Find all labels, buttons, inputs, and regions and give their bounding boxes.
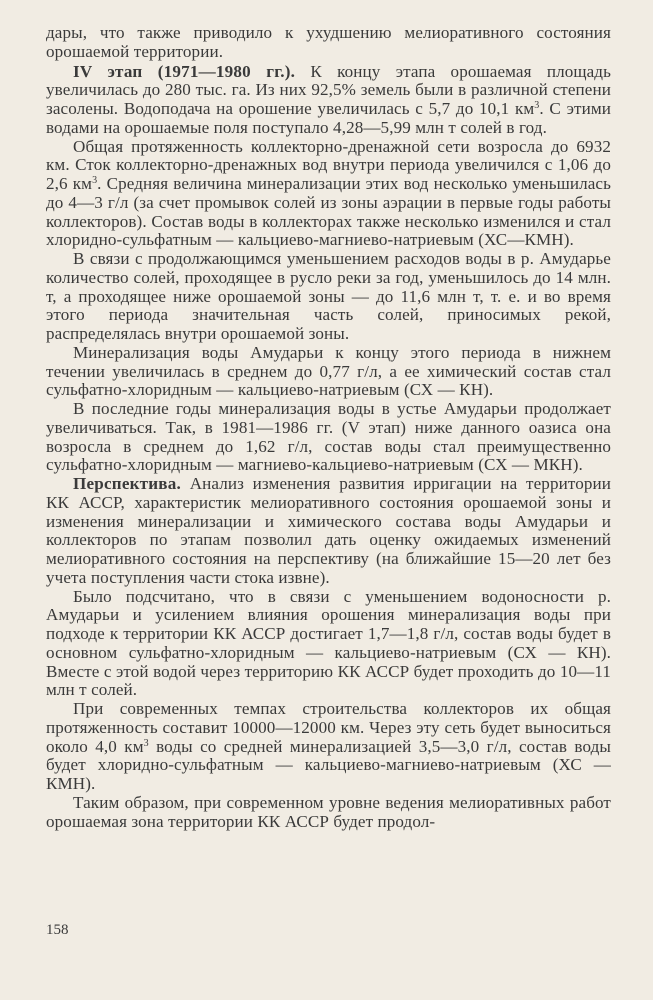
bold-heading-text: IV этап (1971—1980 гг.). <box>73 61 296 81</box>
paragraph-text: Было подсчитано, что в связи с уменьшением водоносности р. Амударьи и усилением влияния орошения минерализация воды при подходе к территории КК АССР достигает 1,7—1,8 г/л, состав воды будет в основном сульфатно-хлоридным — кальциево-натриевым (СХ — КН). Вместе с этой водой через территорию КК АССР будет проходить до 10—11 млн т солей. <box>46 586 611 700</box>
superscript-text: 3 <box>534 100 540 111</box>
paragraph-text: К концу этапа орошаемая площадь увеличилась до 280 тыс. га. Из них 92,5% земель были в различной степени засолены. Водоподача на орошение увеличилась с 5,7 до 10,1 км <box>46 61 611 118</box>
paragraph-conclusion <box>46 794 611 832</box>
paragraph-recent-years <box>46 400 611 475</box>
paragraph-perspective <box>46 475 611 588</box>
paragraph-text: . С этими водами на орошаемые поля поступало 4,28—5,99 млн т солей в год. <box>46 99 611 137</box>
paragraph-collector-network <box>46 138 611 251</box>
superscript-text: 3 <box>143 737 149 749</box>
paragraph-text: Общая протяженность коллекторно-дренажной сети возросла до 6932 км. Сток коллекторно-дренажных вод внутри периода увеличился с 1,06 до 2,6 км <box>46 136 611 193</box>
paragraph-text: дары, что также приводило к ухудшению мелиоративного состояния орошаемой территории. <box>46 23 611 61</box>
paragraph-salt-discharge <box>46 250 611 344</box>
paragraph-continuation <box>46 24 611 62</box>
body-text <box>46 24 611 831</box>
paragraph-text: При современных темпах строительства коллекторов их общая протяженность составит 10000—12000 км. Через эту сеть будет выноситься около 4,0 км <box>46 699 611 756</box>
superscript-text: 3 <box>92 175 98 186</box>
paragraph-text: Минерализация воды Амударьи к концу этого периода в нижнем течении увеличилась в среднем до 0,77 г/л, а ее химический состав стал сульфатно-хлоридным — кальциево-натриевым (СХ — КН). <box>46 342 611 400</box>
paragraph-calculation <box>46 588 611 701</box>
paragraph-text: В связи с продолжающимся уменьшением расходов воды в р. Амударье количество солей, проходящее в русло реки за год, уменьшилось до 14 млн. т, а проходящее ниже орошаемой зоны — до 11,6 млн т, т. е. и во время этого периода значительная часть солей, приносимых рекой, распределялась внутри орошаемой зоны. <box>46 249 611 343</box>
paragraph-text: Анализ изменения развития ирригации на территории КК АССР, характеристик мелиоративного состояния орошаемой зоны и изменения минерализации и химического состава воды Амударьи и коллекторов по этапам позволил дать оценку ожидаемых изменений мелиоративного состояния на перспективу (на ближайшие 15—20 лет без учета поступления части стока извне). <box>46 474 611 587</box>
paragraph-construction-pace <box>46 700 611 794</box>
paragraph-text: . Средняя величина минерализации этих вод несколько уменьшилась до 4—3 г/л (за счет промывок солей из зоны аэрации в первые годы работы коллекторов). Состав воды в коллекторах также несколько изменился и стал хлоридно-сульфатным — кальциево-магниево-натриевым (ХС—КМН). <box>46 174 611 250</box>
page-number: 158 <box>46 922 69 938</box>
paragraph-stage-iv <box>46 63 611 138</box>
paragraph-river-mineralization <box>46 344 611 400</box>
bold-heading-text: Перспектива. <box>73 474 181 493</box>
paragraph-text: Таким образом, при современном уровне ведения мелиоративных работ орошаемая зона территории КК АССР будет продол- <box>46 792 611 831</box>
paragraph-text: В последние годы минерализация воды в устье Амударьи продолжает увеличиваться. Так, в 1981—1986 гг. (V этап) ниже данного оазиса она возросла в среднем до 1,62 г/л, состав воды стал преимущественно сульфатно-хлоридным — магниево-кальциево-натриевым (СХ — МКН). <box>46 399 611 475</box>
paragraph-text: воды со средней минерализацией 3,5—3,0 г/л, состав воды будет хлоридно-сульфатным — кальциево-магниево-натриевым (ХС — КМН). <box>46 736 611 793</box>
